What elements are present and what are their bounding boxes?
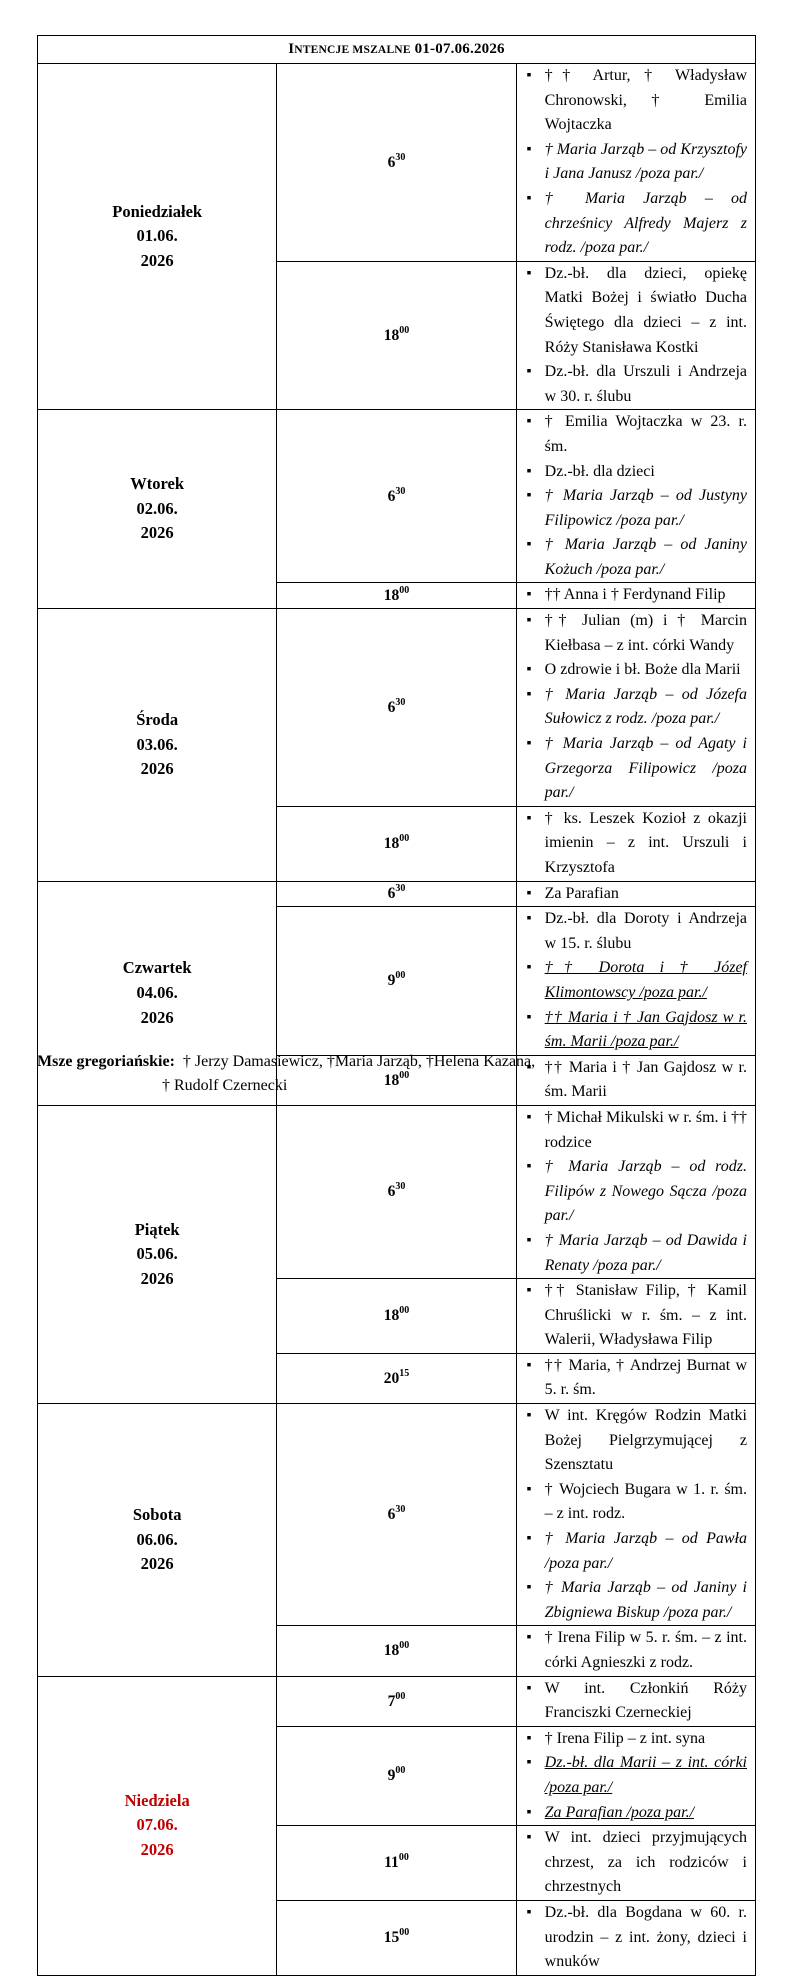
mass-hour: 9 (387, 1767, 396, 1785)
mass-minutes: 00 (398, 1852, 409, 1864)
mass-minutes: 00 (399, 1305, 410, 1317)
day-year: 2026 (140, 759, 174, 779)
intentions-list (517, 583, 755, 608)
intention-text: †† Julian (m) i † Marcin Kiełbasa – z int. córki Wandy (544, 612, 747, 654)
intention-text: Dz.-bł. dla dzieci (544, 462, 655, 480)
day-year: 2026 (140, 1554, 174, 1574)
day-year: 2026 (140, 1007, 174, 1027)
intention-item (517, 64, 747, 138)
day-name: Poniedziałek (112, 201, 203, 221)
intention-text: † Maria Jarząb – od Agaty i Grzegorza Filipowicz /poza par./ (544, 735, 747, 802)
gregorian-names-2: † Rudolf Czernecki (162, 1077, 288, 1094)
day-cell (38, 609, 277, 882)
intentions-cell (516, 881, 755, 907)
intention-text: † Maria Jarząb – od Józefa Sułowicz z rodz. /poza par./ (544, 685, 747, 728)
mass-time (277, 907, 516, 1056)
mass-minutes: 00 (399, 1069, 410, 1081)
intention-text: W int. Kręgów Rodzin Matki Bożej Pielgrzymującej z Szensztatu (544, 1407, 747, 1474)
mass-time (277, 1353, 516, 1403)
intention-text: Dz.-bł. dla Bogdana w 60. r. urodzin – z int. żony, dzieci i wnuków (544, 1903, 747, 1971)
mass-minutes: 00 (395, 1690, 406, 1702)
gregorian-line-2 (37, 1071, 757, 1098)
intention-text: † Maria Jarząb – od Pawła /poza par./ (544, 1530, 747, 1572)
day-cell (38, 1105, 277, 1403)
intention-item (517, 187, 747, 261)
intentions-list (517, 1677, 755, 1726)
intention-item (517, 583, 747, 608)
day-year: 2026 (140, 1839, 174, 1859)
mass-minutes: 30 (395, 883, 406, 895)
mass-time (277, 1404, 516, 1626)
intention-item (517, 533, 747, 582)
intention-text: † Maria Jarząb – od rodz. Filipów z Nowego Sącza /poza par./ (544, 1158, 747, 1225)
mass-hour: 6 (387, 1183, 396, 1201)
intentions-list (517, 1354, 755, 1403)
mass-time (277, 1626, 516, 1676)
intention-item (517, 1006, 747, 1055)
mass-row (38, 1105, 756, 1278)
intentions-list (517, 1279, 755, 1353)
intentions-cell (516, 1676, 755, 1726)
intention-text: †† Maria i † Jan Gajdosz w r. śm. Marii (544, 1058, 747, 1101)
intention-text: Dz.-bł. dla Marii – z int. córki /poza par./ (544, 1754, 747, 1796)
intentions-cell (516, 1404, 755, 1626)
title-first-letter: I (288, 41, 295, 57)
intentions-list (517, 64, 755, 261)
intention-text: † Michał Mikulski w r. śm. i †† rodzice (544, 1108, 747, 1151)
day-name: Sobota (132, 1504, 182, 1524)
intention-item (517, 1155, 747, 1229)
title-smallcaps: NTENCJE MSZALNE (294, 44, 411, 56)
day-date: 01.06. (136, 226, 178, 246)
mass-minutes: 00 (399, 833, 410, 845)
intention-item (517, 1901, 747, 1975)
intentions-cell (516, 64, 755, 262)
intentions-list (517, 1106, 755, 1278)
intention-text: W int. dzieci przyjmujących chrzest, za ich rodziców i chrzestnych (544, 1829, 747, 1896)
intention-text: Dz.-bł. dla Urszuli i Andrzeja w 30. r. ślubu (544, 363, 747, 405)
intention-item (517, 1576, 747, 1625)
intention-text: † Maria Jarząb – od Janiny Kożuch /poza par./ (544, 536, 747, 578)
day-name: Piątek (134, 1219, 180, 1239)
mass-time (277, 1900, 516, 1975)
intention-item (517, 1727, 747, 1752)
intention-text: †† Anna i † Ferdynand Filip (544, 586, 726, 604)
intention-text: † Wojciech Bugara w 1. r. śm. – z int. rodz. (544, 1480, 747, 1523)
mass-minutes: 00 (399, 1927, 410, 1939)
day-cell (38, 1676, 277, 1975)
gregorian-label: Msze gregoriańskie: (37, 1053, 175, 1070)
intentions-list (517, 410, 755, 582)
intention-text: † Maria Jarząb – od Krzysztofy i Jana Janusz /poza par./ (544, 140, 747, 183)
intention-text: Za Parafian (544, 884, 619, 902)
intention-text: † Irena Filip – z int. syna (544, 1729, 706, 1747)
intention-text: †† Maria i † Jan Gajdosz w r. śm. Marii /poza par./ (544, 1008, 747, 1051)
intentions-cell (516, 1726, 755, 1825)
intention-item (517, 138, 747, 187)
mass-time (277, 261, 516, 410)
intentions-list (517, 907, 755, 1055)
mass-minutes: 00 (399, 324, 410, 336)
mass-row (38, 64, 756, 262)
mass-hour: 9 (387, 972, 396, 990)
intention-item (517, 683, 747, 732)
intentions-cell (516, 583, 755, 609)
mass-minutes: 30 (395, 151, 406, 163)
day-date: 04.06. (136, 982, 178, 1002)
intention-item (517, 1527, 747, 1576)
intention-text: Za Parafian /poza par./ (544, 1803, 695, 1821)
mass-hour: 11 (384, 1854, 399, 1872)
intention-item (517, 262, 747, 360)
intention-item (517, 807, 747, 881)
mass-minutes: 30 (395, 485, 406, 497)
day-name: Niedziela (124, 1790, 190, 1810)
mass-hour: 18 (383, 1642, 400, 1660)
intention-item (517, 1279, 747, 1353)
intention-item (517, 484, 747, 533)
intention-item (517, 732, 747, 806)
intention-text: Dz.-bł. dla Doroty i Andrzeja w 15. r. ślubu (544, 910, 747, 952)
mass-hour: 6 (387, 699, 396, 717)
intention-item (517, 1826, 747, 1900)
intention-text: †† Artur, † Władysław Chronowski, † Emilia Wojtaczka (544, 67, 747, 134)
day-date: 05.06. (136, 1244, 178, 1264)
mass-minutes: 00 (399, 585, 410, 597)
intention-item (517, 410, 747, 459)
intention-text: †† Maria, † Andrzej Burnat w 5. r. śm. (544, 1356, 747, 1399)
intention-text: † Maria Jarząb – od Janiny i Zbigniewa Biskup /poza par./ (544, 1579, 747, 1621)
intention-text: †† Stanisław Filip, † Kamil Chruślicki w r. śm. – z int. Walerii, Władysława Filip (544, 1282, 747, 1349)
day-year: 2026 (140, 523, 174, 543)
intentions-cell (516, 1353, 755, 1403)
intention-item (517, 1106, 747, 1155)
intentions-cell (516, 1826, 755, 1901)
mass-time (277, 410, 516, 583)
intentions-list (517, 882, 755, 907)
mass-hour: 15 (383, 1929, 400, 1947)
mass-minutes: 30 (395, 1504, 406, 1516)
day-date: 03.06. (136, 734, 178, 754)
intentions-cell (516, 1279, 755, 1354)
mass-hour: 7 (387, 1692, 396, 1710)
intentions-list (517, 609, 755, 806)
intention-text: † Maria Jarząb – od Dawida i Renaty /poza par./ (544, 1231, 747, 1274)
intention-item (517, 882, 747, 907)
intentions-list (517, 1626, 755, 1675)
day-date: 02.06. (136, 498, 178, 518)
day-year: 2026 (140, 250, 174, 270)
gregorian-masses (37, 1050, 757, 1098)
intention-item (517, 1478, 747, 1527)
header-row (38, 36, 756, 64)
intention-text: † Emilia Wojtaczka w 23. r. śm. (544, 413, 747, 455)
intentions-sheet (37, 35, 756, 1976)
mass-row (38, 1676, 756, 1726)
intention-text: †† Dorota i † Józef Klimontowscy /poza par./ (544, 959, 747, 1001)
intention-item (517, 1354, 747, 1403)
intention-item (517, 1626, 747, 1675)
mass-time (277, 1676, 516, 1726)
day-name: Środa (136, 709, 179, 729)
mass-minutes: 00 (395, 970, 406, 982)
intention-text: † Irena Filip w 5. r. śm. – z int. córki Agnieszki z rodz. (544, 1629, 747, 1671)
mass-hour: 18 (383, 835, 400, 853)
intention-text: † Maria Jarząb – od chrześnicy Alfredy Majerz z rodz. /poza par./ (544, 189, 747, 257)
mass-hour: 6 (387, 885, 396, 903)
day-year: 2026 (140, 1268, 174, 1288)
table-title (38, 36, 756, 64)
intention-item (517, 1751, 747, 1800)
gregorian-names-1: † Jerzy Damasiewicz, †Maria Jarząb, †Helena Kazana, (182, 1053, 536, 1070)
intention-item (517, 609, 747, 658)
intentions-cell (516, 907, 755, 1056)
mass-hour: 18 (383, 327, 400, 345)
intentions-list (517, 1727, 755, 1825)
mass-minutes: 30 (395, 1181, 406, 1193)
intention-item (517, 658, 747, 683)
mass-hour: 6 (387, 487, 396, 505)
intentions-table (37, 35, 756, 1976)
intentions-list (517, 1404, 755, 1625)
mass-hour: 6 (387, 1506, 396, 1524)
mass-row (38, 410, 756, 583)
intentions-list (517, 807, 755, 881)
gregorian-line-1 (37, 1050, 757, 1074)
day-name: Wtorek (130, 474, 185, 494)
mass-row (38, 609, 756, 807)
intentions-list (517, 1901, 755, 1975)
mass-time (277, 583, 516, 609)
mass-hour: 6 (387, 153, 396, 171)
title-dates: 01-07.06.2026 (414, 41, 505, 57)
intentions-list (517, 1826, 755, 1900)
mass-time (277, 806, 516, 881)
mass-minutes: 15 (399, 1367, 410, 1379)
intention-item (517, 907, 747, 956)
mass-time (277, 1279, 516, 1354)
day-date: 07.06. (136, 1815, 178, 1835)
day-date: 06.06. (136, 1529, 178, 1549)
mass-row (38, 1404, 756, 1626)
intentions-cell (516, 1900, 755, 1975)
intentions-cell (516, 609, 755, 807)
intention-item (517, 460, 747, 485)
intention-text: O zdrowie i bł. Boże dla Marii (544, 661, 741, 679)
mass-time (277, 609, 516, 807)
day-cell (38, 1404, 277, 1677)
intention-item (517, 1677, 747, 1726)
mass-hour: 20 (383, 1370, 400, 1388)
mass-time (277, 881, 516, 907)
day-cell (38, 410, 277, 609)
mass-time (277, 1826, 516, 1901)
intention-item (517, 1801, 747, 1826)
intentions-cell (516, 410, 755, 583)
mass-time (277, 1726, 516, 1825)
intention-item (517, 956, 747, 1005)
day-cell (38, 64, 277, 410)
mass-row (38, 881, 756, 907)
intention-item (517, 1404, 747, 1478)
mass-minutes: 00 (395, 1765, 406, 1777)
intentions-cell (516, 261, 755, 410)
intentions-list (517, 262, 755, 410)
intentions-cell (516, 1105, 755, 1278)
intention-item (517, 1229, 747, 1278)
intention-text: † ks. Leszek Kozioł z okazji imienin – z int. Urszuli i Krzysztofa (544, 809, 747, 876)
mass-time (277, 1105, 516, 1278)
intentions-cell (516, 1626, 755, 1676)
intention-text: W int. Członkiń Róży Franciszki Czerneckiej (544, 1679, 747, 1722)
mass-time (277, 64, 516, 262)
intention-text: Dz.-bł. dla dzieci, opiekę Matki Bożej i światło Ducha Świętego dla dzieci – z int. Róży Stanisława Kostki (544, 264, 747, 356)
mass-hour: 18 (383, 1071, 400, 1089)
mass-hour: 18 (383, 587, 400, 605)
intention-item (517, 360, 747, 409)
intention-text: † Maria Jarząb – od Justyny Filipowicz /poza par./ (544, 487, 747, 529)
mass-hour: 18 (383, 1307, 400, 1325)
mass-minutes: 00 (399, 1640, 410, 1652)
day-name: Czwartek (122, 958, 192, 978)
mass-minutes: 30 (395, 696, 406, 708)
intentions-cell (516, 806, 755, 881)
